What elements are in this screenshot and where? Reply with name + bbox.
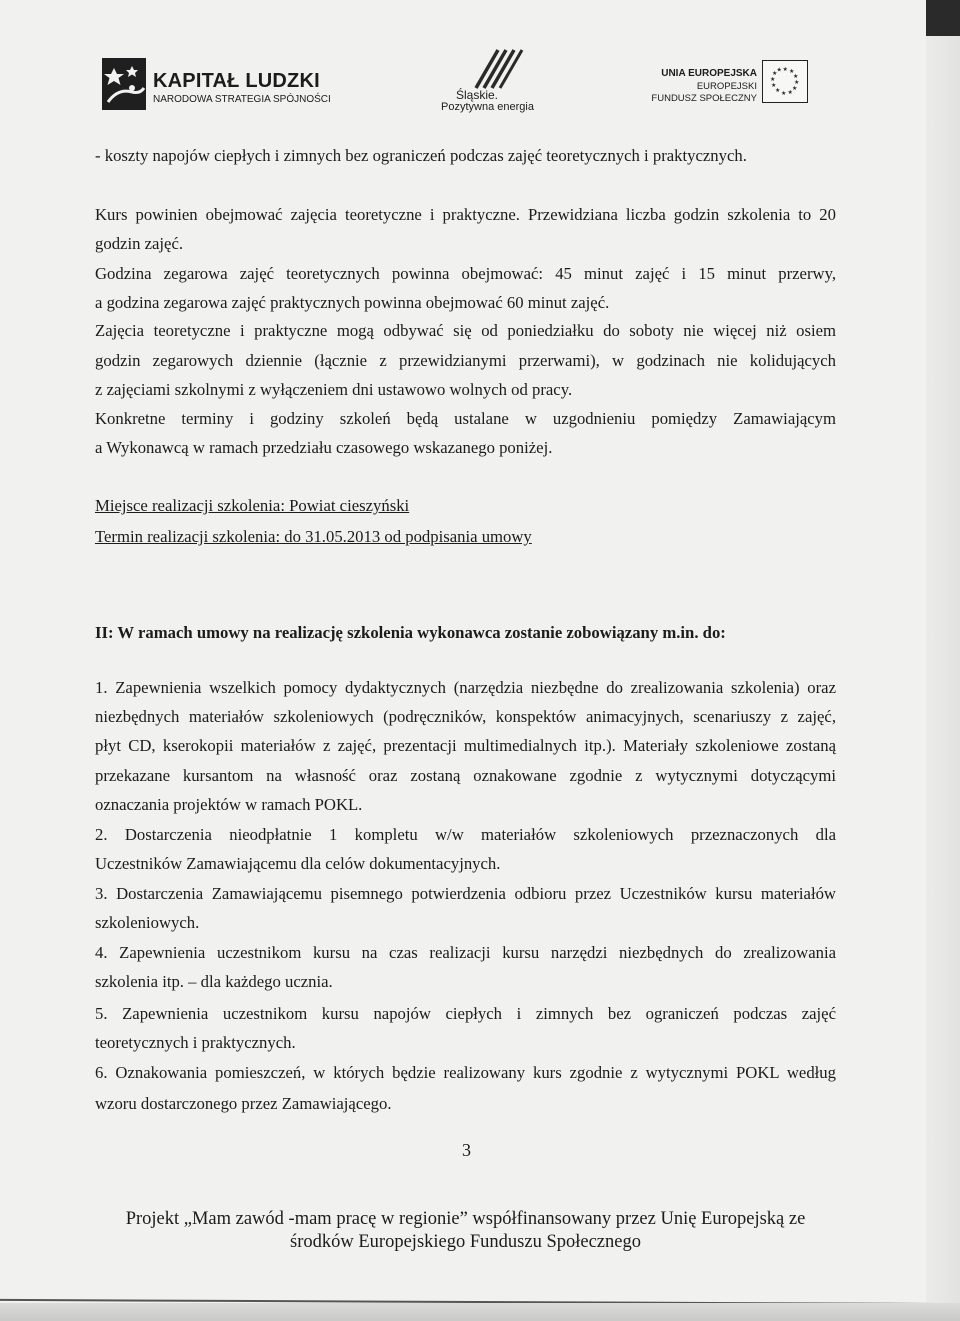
- eu-flag-icon: [762, 60, 808, 103]
- paragraph-hour-definition-line: Godzina zegarowa zajęć teoretycznych powinna obejmować: 45 minut zajęć i 15 minut przerwy,: [95, 264, 836, 283]
- list-item-4-line: 4. Zapewnienia uczestnikom kursu na czas realizacji kursu narzędzi niezbędnych do zrealizowania: [95, 943, 836, 962]
- list-item-2-line: Uczestników Zamawiającemu dla celów dokumentacyjnych.: [95, 854, 501, 873]
- list-item-1-line: przekazane kursantom na własność oraz zostaną oznakowane zgodnie z wytycznymi dotyczącymi: [95, 766, 836, 785]
- paragraph-schedule-line: Zajęcia teoretyczne i praktyczne mogą odbywać się od poniedziałku do soboty nie więcej niż osiem: [95, 321, 836, 340]
- list-item-6-line: 6. Oznakowania pomieszczeń, w których będzie realizowany kurs zgodnie z wytycznymi POKL według: [95, 1063, 836, 1082]
- list-item-1-line: oznaczania projektów w ramach POKL.: [95, 795, 363, 814]
- list-item-5-line: 5. Zapewnienia uczestnikom kursu napojów ciepłych i zimnych bez ograniczeń podczas zajęć: [95, 1004, 836, 1023]
- slaskie-tagline: Pozytywna energia: [441, 101, 534, 113]
- footer-line: Projekt „Mam zawód -mam pracę w regionie” współfinansowany przez Unię Europejską ze: [125, 1209, 806, 1229]
- slaskie-logo-icon: [468, 44, 528, 90]
- svg-text:★: ★: [787, 89, 793, 96]
- eu-label-line3: FUNDUSZ SPOŁECZNY: [651, 93, 757, 104]
- paragraph-terms-line: Konkretne terminy i godziny szkoleń będą ustalane w uzgodnieniu pomiędzy Zamawiającym: [95, 409, 836, 428]
- paragraph-hour-definition-line: a godzina zegarowa zajęć praktycznych powinna obejmować 60 minut zajęć.: [95, 293, 610, 312]
- paragraph-schedule-line: godzin zegarowych dziennie (łącznie z przewidzianymi przerwami), w godzinach nie kolidujących: [95, 351, 836, 370]
- svg-text:★: ★: [794, 79, 800, 86]
- paragraph-course-scope-line: Kurs powinien obejmować zajęcia teoretyczne i praktyczne. Przewidziana liczba godzin szkolenia to 20: [95, 205, 836, 224]
- slaskie-name: Śląskie.: [456, 88, 499, 102]
- training-deadline: Termin realizacji szkolenia: do 31.05.2013 od podpisania umowy: [95, 527, 532, 546]
- svg-text:★: ★: [793, 73, 799, 80]
- list-item-1-line: niezbędnych materiałów szkoleniowych (podręczników, konspektów animacyjnych, scenariuszy z zajęć,: [95, 707, 836, 726]
- list-item-2-line: 2. Dostarczenia nieodpłatnie 1 kompletu w/w materiałów szkoleniowych przeznaczonych dla: [95, 825, 836, 844]
- svg-text:★: ★: [792, 85, 798, 92]
- svg-text:★: ★: [782, 66, 788, 73]
- svg-text:★: ★: [789, 68, 795, 75]
- svg-text:★: ★: [775, 87, 781, 94]
- svg-text:★: ★: [770, 76, 776, 83]
- list-item-3-line: szkoleniowych.: [95, 913, 200, 932]
- scan-edge-bottom: [0, 1303, 960, 1321]
- footer-line: środków Europejskiego Funduszu Społecznego: [290, 1232, 641, 1252]
- list-item-1-line: 1. Zapewnienia wszelkich pomocy dydaktycznych (narzędzia niezbędne do zrealizowania szkolenia) oraz: [95, 678, 836, 697]
- list-item-6-line: wzoru dostarczonego przez Zamawiającego.: [95, 1094, 392, 1113]
- svg-text:★: ★: [781, 90, 787, 97]
- kapital-ludzki-subtitle: NARODOWA STRATEGIA SPÓJNOŚCI: [153, 94, 331, 105]
- paragraph-terms-line: a Wykonawcą w ramach przedziału czasowego wskazanego poniżej.: [95, 438, 553, 457]
- list-item-3-line: 3. Dostarczenia Zamawiającemu pisemnego potwierdzenia odbioru przez Uczestników kursu materiałów: [95, 884, 836, 903]
- training-location: Miejsce realizacji szkolenia: Powiat cieszyński: [95, 496, 410, 515]
- eu-label-line2: EUROPEJSKI: [696, 81, 757, 92]
- kapital-ludzki-logo-icon: [102, 58, 146, 110]
- scan-edge-corner: [926, 0, 960, 36]
- svg-text:★: ★: [771, 82, 777, 89]
- page-number: 3: [462, 1140, 471, 1160]
- scan-edge-right: [926, 0, 960, 1321]
- paragraph-schedule-line: z zajęciami szkolnymi z wyłączeniem dni ustawowo wolnych od pracy.: [95, 380, 573, 399]
- paragraph-course-scope-line: godzin zajęć.: [95, 234, 184, 253]
- eu-label-line1: UNIA EUROPEJSKA: [661, 68, 757, 79]
- section-title: II: W ramach umowy na realizację szkolenia wykonawca zostanie zobowiązany m.in. do:: [95, 623, 726, 642]
- list-item-4-line: szkolenia itp. – dla każdego ucznia.: [95, 972, 333, 991]
- svg-text:★: ★: [772, 70, 778, 77]
- kapital-ludzki-title: KAPITAŁ LUDZKI: [153, 70, 320, 92]
- list-item-5-line: teoretycznych i praktycznych.: [95, 1033, 296, 1052]
- paragraph-drinks-cost: - koszty napojów ciepłych i zimnych bez ograniczeń podczas zajęć teoretycznych i praktycznych.: [95, 146, 747, 165]
- svg-text:★: ★: [776, 66, 782, 74]
- list-item-1-line: płyt CD, kserokopii materiałów z zajęć, prezentacji multimedialnych itp.). Materiały szkoleniowe zostaną: [95, 736, 836, 755]
